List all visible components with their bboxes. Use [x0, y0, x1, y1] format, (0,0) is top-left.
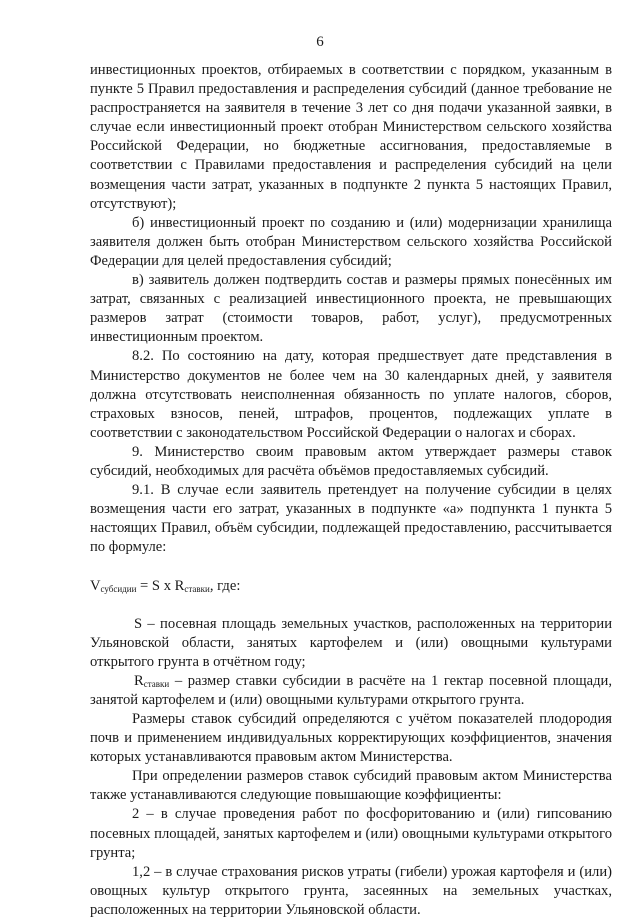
paragraph-item-b: б) инвестиционный проект по созданию и (или) модернизации хранилища заявителя должен быть отобран Министерством сельского хозяйства Российской Федерации для целей предоставления субсидий; — [90, 214, 612, 269]
coefficient-1-2: 1,2 – в случае страхования рисков утраты (гибели) урожая картофеля и (или) овощных культур открытого грунта, засеянных на земельных участках, расположенных на территории Ульяновской области. — [90, 863, 612, 918]
paragraph-rates: Размеры ставок субсидий определяются с учётом показателей плодородия почв и применением индивидуальных корректирующих коэффициентов, значения которых устанавливаются правовым актом Министерства. — [90, 711, 612, 766]
definition-r-text: – размер ставки субсидии в расчёте на 1 гектар посевной площади, занятой картофелем и (или) овощными культурами открытого грунта. — [90, 672, 612, 708]
paragraph-coefficients: При определении размеров ставок субсидий правовым актом Министерства также устанавливаются следующие повышающие коэффициенты: — [90, 768, 612, 804]
paragraph-continuation: инвестиционных проектов, отбираемых в соответствии с порядком, указанным в пункте 5 Правил предоставления и распределения субсидий (данное требование не распространяется на заявителя в течение 3 лет со дня подачи указанной заявки, в случае если инвестиционный проект отобран Министерством сельского хозяйства Российской Федерации, но бюджетные ассигнования, предоставляемые в соответствии с Правилами предоставления и распределения субсидий на цели возмещения части затрат, указанных в подпункте 2 пункта 5 настоящих Правил, отсутствуют); — [90, 62, 612, 212]
definition-r-symbol: R — [134, 672, 144, 689]
coefficient-2: 2 – в случае проведения работ по фосфоритованию и (или) гипсованию посевных площадей, занятых картофелем и (или) овощными культурами открытого грунта; — [90, 806, 612, 861]
definition-r-subscript: ставки — [143, 678, 170, 689]
subsidy-formula — [90, 577, 612, 596]
paragraph-9-1: 9.1. В случае если заявитель претендует на получение субсидии в целях возмещения части его затрат, указанных в подпункте «а» подпункта 1 пункта 5 настоящих Правил, объём субсидии, подлежащей предоставлению, рассчитывается по формуле: — [90, 482, 612, 556]
definition-r — [90, 672, 612, 710]
formula-end: , где: — [209, 578, 241, 595]
formula-r-subscript: ставки — [184, 584, 210, 595]
formula-v: V — [90, 578, 101, 595]
document-body — [90, 61, 612, 920]
paragraph-item-v: в) заявитель должен подтвердить состав и размеры прямых понесённых им затрат, связанных с реализацией инвестиционного проекта, не превышающих размеров затрат (стоимости товаров, работ, услуг), предусмотренных инвестиционным проектом. — [90, 272, 612, 346]
formula-middle: = S x R — [136, 578, 185, 595]
page-number: 6 — [316, 34, 324, 50]
definition-s: S – посевная площадь земельных участков, расположенных на территории Ульяновской области, занятых картофелем и (или) овощными культурами открытого грунта в отчётном году; — [90, 615, 612, 670]
formula-v-subscript: субсидии — [100, 584, 137, 595]
paragraph-8-2: 8.2. По состоянию на дату, которая предшествует дате представления в Министерство документов не более чем на 30 календарных дней, у заявителя должна отсутствовать неисполненная обязанность по уплате налогов, сборов, страховых взносов, пеней, штрафов, процентов, подлежащих уплате в соответствии с законодательством Российской Федерации о налогах и сборах. — [90, 348, 612, 441]
paragraph-9: 9. Министерство своим правовым актом утверждает размеры ставок субсидий, необходимых для расчёта объёмов предоставляемых субсидий. — [90, 443, 612, 479]
